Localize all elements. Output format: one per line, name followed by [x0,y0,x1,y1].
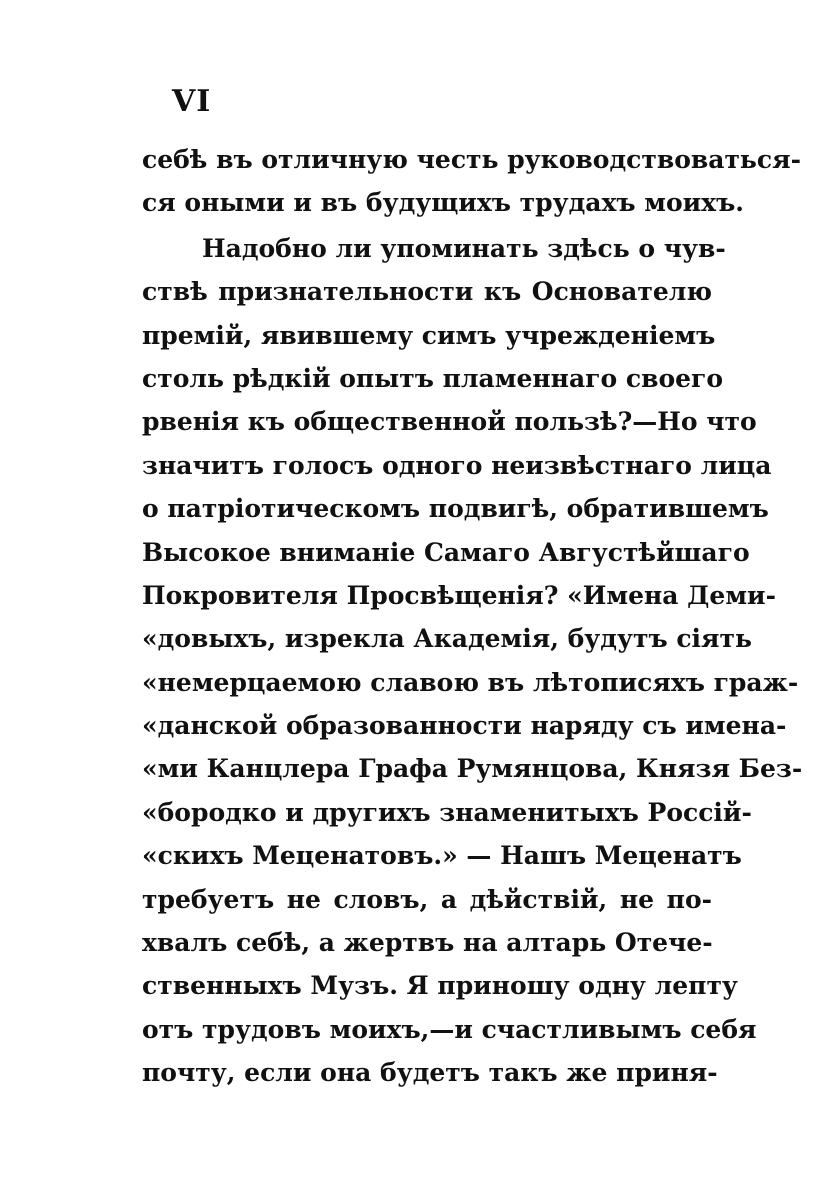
text-line: «довыхъ, изрекла Академія, будутъ сіять [142,624,752,654]
text-line: столь рѣдкій опытъ пламеннаго своего [142,363,724,393]
text-line: отъ трудовъ моихъ,—и счастливымъ себя [142,1014,757,1044]
text-line: требуетъ не словъ, а дѣйствій, не по- [142,884,712,914]
text-line: ственныхъ Музъ. Я приношу одну лепту [142,971,738,1001]
text-line: значитъ голосъ одного неизвѣстнаго лица [142,450,772,480]
text-line: «скихъ Меценатовъ.» — Нашъ Меценатъ [142,841,742,871]
text-line: Надобно ли упоминать здѣсь о чув- [202,233,726,263]
text-line: о патріотическомъ подвигѣ, обратившемъ [142,494,769,524]
text-line: «немерцаемою славою въ лѣтописяхъ граж- [142,667,799,697]
text-line: премій, явившему симъ учрежденіемъ [142,320,716,350]
body-text [142,138,803,1095]
text-line: ствѣ признательности къ Основателю [142,277,712,307]
text-line: «ми Канцлера Графа Румянцова, Князя Без- [142,754,803,784]
text-line: ся оными и въ будущихъ трудахъ моихъ. [142,188,744,218]
page-number: VI [172,84,212,119]
text-line: себѣ въ отличную честь руководствоваться- [142,145,801,174]
text-line: почту, если она будетъ такъ же приня- [142,1058,718,1088]
text-line: Покровителя Просвѣщенія? «Имена Деми- [142,580,776,610]
text-line: «данской образованности наряду съ имена- [142,711,787,741]
text-line: «бородко и другихъ знаменитыхъ Россій- [142,797,752,827]
text-line: рвенія къ общественной пользѣ?—Но что [142,407,757,437]
text-line: Высокое вниманіе Самаго Августѣйшаго [142,537,750,567]
text-line: хвалъ себѣ, а жертвъ на алтарь Отече- [142,928,713,958]
